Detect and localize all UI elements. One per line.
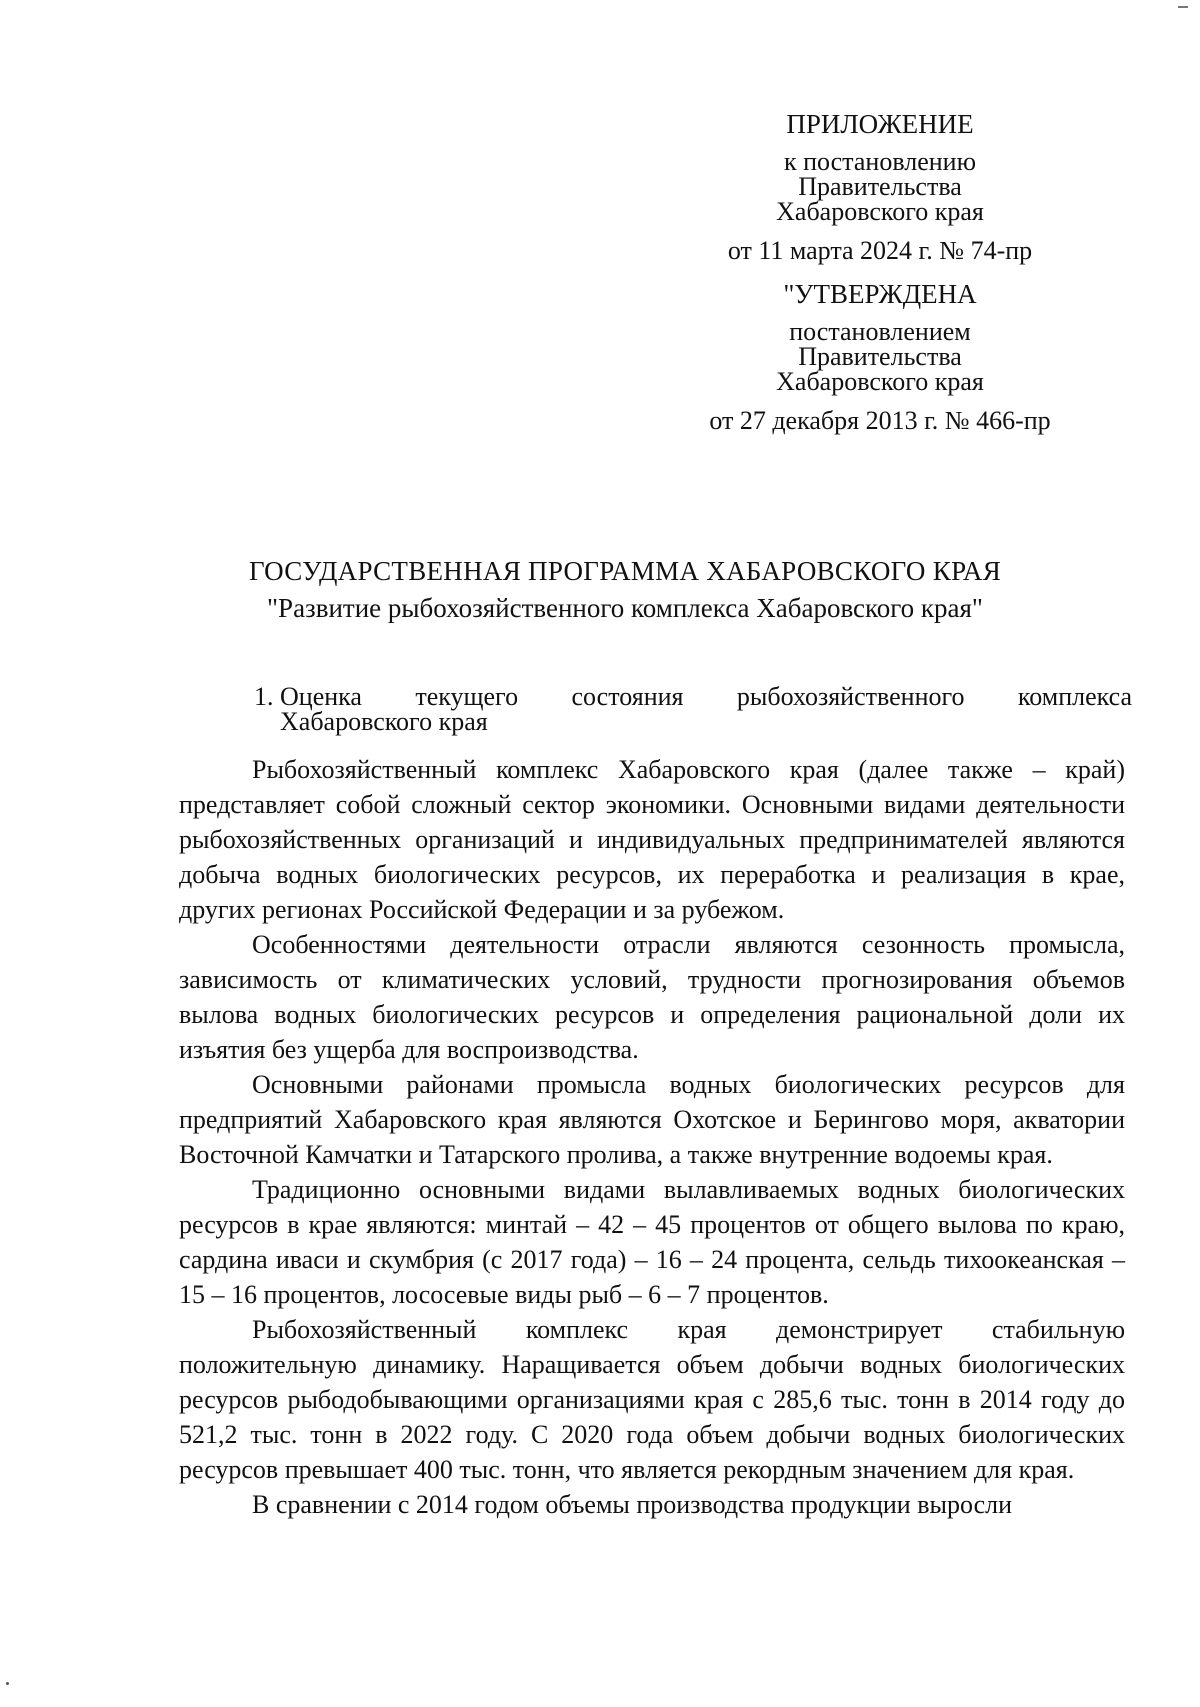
paragraph: Традиционно основными видами вылавливаемых водных биологических ресурсов в крае являются: минтай – 42 – 45 процентов от общего вылова по краю, сардина иваси и скумбрия (с 2017 года) – 16 – 24 процента, сельдь тихоокеанская – 15 – 16 процентов, лососевые виды рыб – 6 – 7 процентов. <box>179 1175 1125 1309</box>
section-heading <box>254 684 1132 734</box>
appendix-date: от 11 марта 2024 г. № 74-пр <box>727 236 1033 265</box>
approval-block <box>700 279 1060 435</box>
paragraph: Рыбохозяйственный комплекс края демонстрирует стабильную положительную динамику. Наращивается объем добычи водных биологических ресурсов рыбодобывающими организациями края с 285,6 тыс. тонн в 2014 году до 521,2 тыс. тонн в 2022 году. С 2020 года объем добычи водных биологических ресурсов превышает 400 тыс. тонн, что является рекордным значением для края. <box>179 1315 1125 1484</box>
paragraph: Основными районами промысла водных биологических ресурсов для предприятий Хабаровского края являются Охотское и Берингово моря, акватории Восточной Камчатки и Татарского пролива, а также внутренние водоемы края. <box>179 1070 1125 1169</box>
section-number: 1. <box>254 682 274 711</box>
scan-dot <box>6 1682 9 1685</box>
appendix-line: Хабаровского края <box>776 197 984 226</box>
appendix-heading: ПРИЛОЖЕНИЕ <box>786 109 974 139</box>
appendix-block <box>700 109 1060 265</box>
document-subtitle: "Развитие рыбохозяйственного комплекса Хабаровского края" <box>267 593 983 623</box>
approval-heading: "УТВЕРЖДЕНА <box>783 279 977 309</box>
paragraph: Рыбохозяйственный комплекс Хабаровского края (далее также – край) представляет собой сложный сектор экономики. Основными видами деятельности рыбохозяйственных организаций и индивидуальных предпринимателей являются добыча водных биологических ресурсов, их переработка и реализация в крае, других регионах Российской Федерации и за рубежом. <box>179 755 1125 924</box>
paragraph: В сравнении с 2014 годом объемы производства продукции выросли <box>252 1490 1013 1519</box>
document-title: ГОСУДАРСТВЕННАЯ ПРОГРАММА ХАБАРОВСКОГО КРАЯ <box>248 556 1002 586</box>
scan-mark <box>1178 6 1188 8</box>
approval-date: от 27 декабря 2013 г. № 466-пр <box>709 406 1051 435</box>
section-title: Оценка текущего состояния рыбохозяйственного комплекса Хабаровского края <box>280 682 1132 736</box>
approval-line: Хабаровского края <box>776 367 984 396</box>
approval-line: Правительства <box>798 342 962 371</box>
approval-line: постановлением <box>789 317 971 346</box>
body-text <box>179 752 1125 1522</box>
appendix-line: Правительства <box>798 172 962 201</box>
appendix-line: к постановлению <box>783 147 977 176</box>
paragraph: Особенностями деятельности отрасли являются сезонность промысла, зависимость от климатических условий, трудности прогнозирования объемов вылова водных биологических ресурсов и определения рациональной доли их изъятия без ущерба для воспроизводства. <box>179 930 1125 1064</box>
